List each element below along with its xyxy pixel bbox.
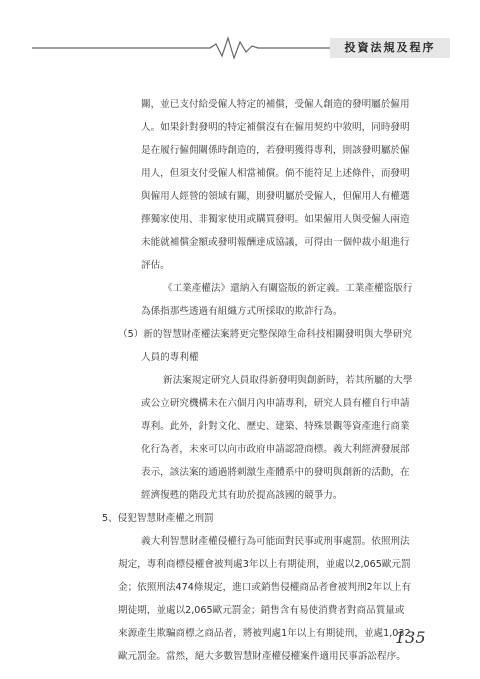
text-line: 人。如果針對發明的特定補償沒有在僱用契約中敘明，同時發明 (141, 122, 410, 133)
header-title: 投資法規及程序 (330, 38, 450, 58)
text-line: 未能就補償金額或發明報酬達成協議，可得由一個仲裁小組進行 (141, 237, 410, 248)
page-header (0, 0, 480, 80)
text-line: 化行為者，未來可以向市政府申請認證商標。義大利經濟發展部 (141, 444, 410, 455)
text-line: 規定，專利商標侵權會被判處3年以上有期徒刑，並處以2,065歐元罰 (118, 559, 411, 570)
page-number: 135 (395, 628, 426, 647)
text-line: 歐元罰金。當然，絕大多數智慧財產權侵權案件適用民事訴訟程序。 (118, 651, 406, 662)
text-line: 用人，但須支付受僱人相當補償。倘不能符足上述條件，而發明 (141, 168, 410, 179)
item-heading: 人員的專利權 (141, 352, 199, 363)
text-line: 經濟復甦的階段尤其有助於提高該國的競爭力。 (141, 490, 343, 501)
text-line: 新法案規定研究人員取得新發明與創新時，若其所屬的大學 (163, 375, 413, 386)
text-line: 專利。此外，針對文化、歷史、建築、特殊景觀等資產進行商業 (141, 421, 410, 432)
section-heading: 5、侵犯智慧財產權之刑罰 (102, 513, 214, 524)
text-line: 或公立研究機構未在六個月內申請專利，研究人員有權自行申請 (141, 398, 410, 409)
text-line: 與僱用人經營的領域有關，則發明屬於受僱人，但僱用人有權選 (141, 191, 410, 202)
text-line: 是在履行僱佣關係時創造的，若發明獲得專利，則該發明屬於僱 (141, 145, 410, 156)
text-line: 《工業產權法》還納入有關盜版的新定義。工業產權盜版行 (163, 283, 413, 294)
text-line: 表示，該法案的通過將刺激生產體系中的發明與創新的活動，在 (141, 467, 410, 478)
text-line: 期徒期，並處以2,065歐元罰金；銷售含有易使消費者對商品質量或 (118, 605, 405, 616)
text-line: 義大利智慧財產權侵權行為可能面對民事或刑事處罰。依照刑法 (141, 536, 410, 547)
text-line: 來源產生欺騙商標之商品者，將被判處1年以上有期徒刑，並處1,032 (118, 628, 411, 639)
text-line: 為係指那些透過有組織方式所採取的欺詐行為。 (141, 306, 343, 317)
text-line: 擇獨家使用、非獨家使用或購買發明。如果僱用人與受僱人兩造 (141, 214, 410, 225)
text-line: 關，並已支付給受僱人特定的補償，受僱人創造的發明屬於僱用 (141, 99, 410, 110)
text-line: 金；依照刑法474條規定，進口或銷售侵權商品者會被判刑2年以上有 (118, 582, 412, 593)
text-line: 評估。 (141, 260, 170, 271)
item-heading: （5）新的智慧財產權法案將更完整保障生命科技相關發明與大學研究 (118, 329, 412, 340)
